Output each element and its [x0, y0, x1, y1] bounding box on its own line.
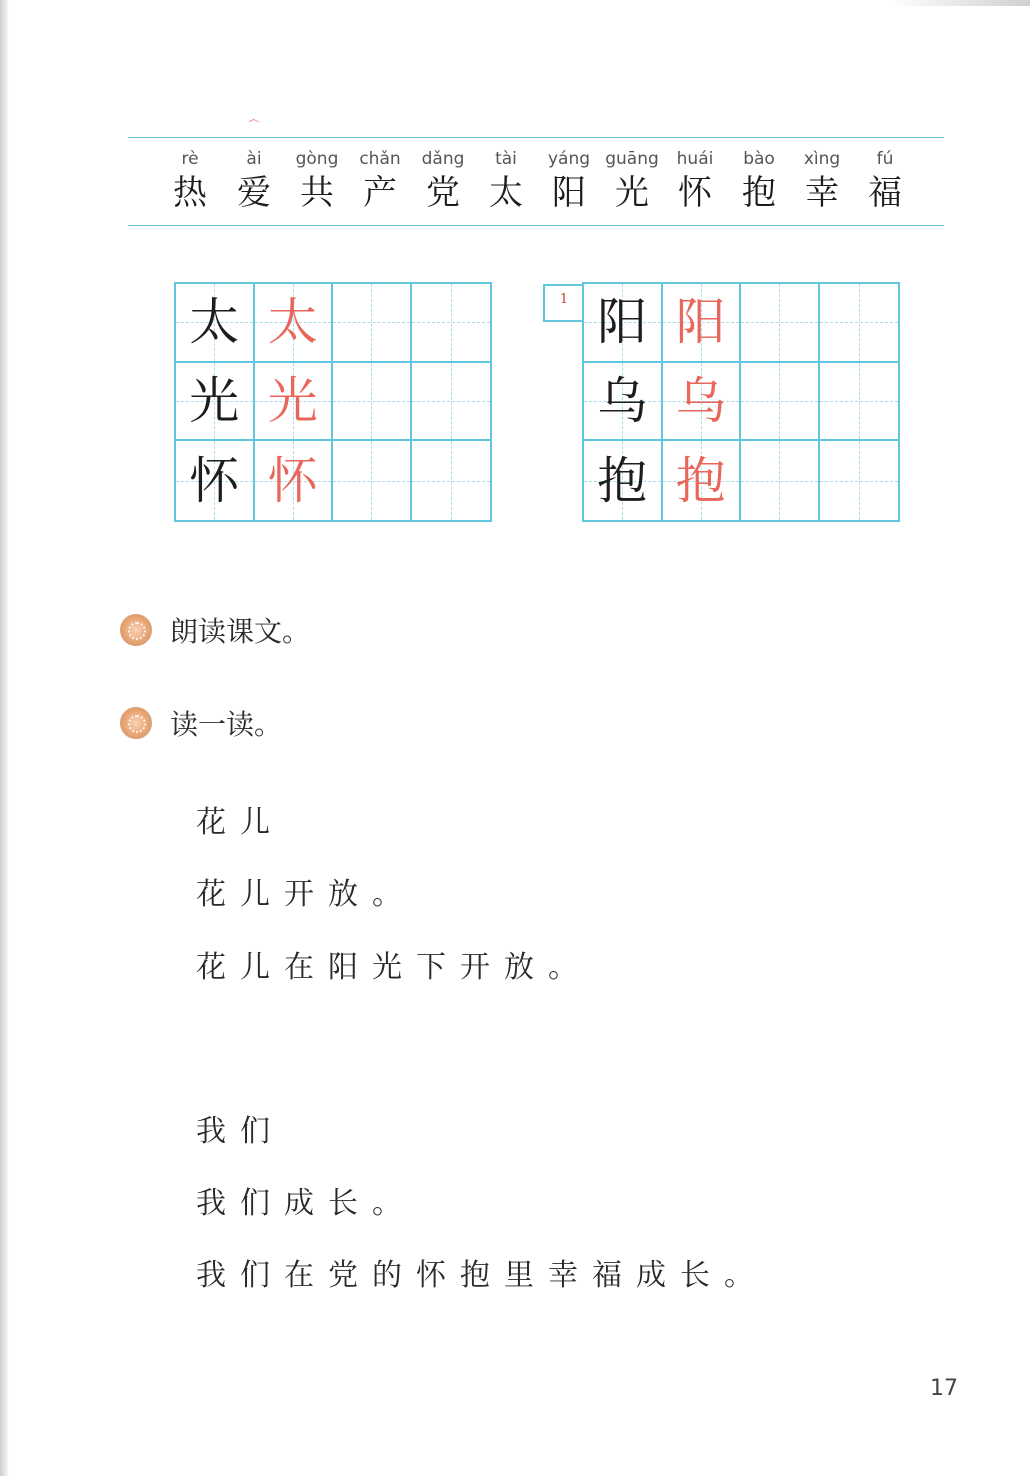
vocab-pinyin: gòng [295, 149, 339, 169]
vocab-pinyin: bào [743, 149, 775, 169]
vocab-item [727, 146, 791, 214]
grid-cell [176, 284, 255, 363]
vocab-item [285, 146, 349, 214]
trace-character: 太 [267, 293, 318, 352]
section-read-aloud [120, 610, 310, 650]
practice-cell[interactable] [333, 441, 412, 520]
page-edge [0, 0, 9, 1476]
practice-cell[interactable] [741, 363, 820, 442]
vocab-item [537, 146, 601, 214]
vocab-hanzi: 光 [615, 173, 649, 213]
vocab-pinyin: dǎng [421, 149, 465, 169]
practice-cell[interactable] [333, 284, 412, 363]
section-title: 读一读。 [170, 708, 283, 741]
vocab-item [790, 146, 854, 214]
practice-cell[interactable] [412, 441, 491, 520]
practice-cell[interactable] [820, 284, 899, 363]
grid-cell [255, 284, 334, 363]
vocab-item [474, 146, 538, 214]
vocab-item [663, 146, 727, 214]
practice-cell[interactable] [412, 363, 491, 442]
model-character: 太 [189, 293, 240, 352]
model-character: 抱 [597, 451, 648, 510]
vocab-pinyin: rè [181, 149, 199, 169]
reading-line: 我们在党的怀抱里幸福成长。 [196, 1258, 768, 1293]
vocab-item [411, 146, 475, 214]
vocab-hanzi: 福 [868, 173, 902, 213]
page-edge-top [890, 0, 1030, 6]
vocab-item [222, 146, 286, 214]
page-number: 17 [930, 1376, 958, 1401]
vocab-row [156, 146, 916, 216]
grid-cell [584, 441, 663, 520]
practice-cell[interactable] [741, 284, 820, 363]
vocab-hanzi: 爱 [237, 173, 271, 213]
vocab-pinyin: guāng [605, 149, 659, 169]
vocab-hanzi: 产 [363, 173, 397, 213]
practice-cell[interactable] [820, 441, 899, 520]
vocab-pinyin: tài [495, 149, 517, 169]
section-read [120, 703, 282, 743]
grid-cell [176, 441, 255, 520]
vocab-hanzi: 党 [426, 173, 460, 213]
trace-character: 乌 [675, 371, 726, 430]
vocab-pinyin: huái [676, 149, 714, 169]
vocab-item [158, 146, 222, 214]
vocab-hanzi: 共 [300, 173, 334, 213]
trace-character: 光 [267, 371, 318, 430]
trace-character: 怀 [267, 451, 318, 510]
writing-grid-left [174, 282, 492, 522]
grid-cell [663, 284, 742, 363]
vocab-hanzi: 太 [489, 173, 523, 213]
vocab-pinyin: fú [876, 149, 894, 169]
reading-line: 我们 [196, 1114, 284, 1149]
vocab-bottom-rule [128, 225, 944, 226]
vocab-hanzi: 热 [173, 173, 207, 213]
trace-character: 阳 [675, 293, 726, 352]
vocab-pinyin: xìng [803, 149, 841, 169]
vocab-pinyin: ài [246, 149, 262, 169]
vocab-hanzi: 阳 [552, 173, 586, 213]
section-title: 朗读课文。 [170, 615, 311, 648]
grid-cell [584, 363, 663, 442]
grid-cell [255, 363, 334, 442]
reading-line: 我们成长。 [196, 1186, 416, 1221]
model-character: 光 [189, 371, 240, 430]
seal-icon [120, 707, 152, 739]
reading-line: 花儿开放。 [196, 877, 416, 912]
grid-cell [176, 363, 255, 442]
writing-grid-right [582, 282, 900, 522]
grid-cell [663, 441, 742, 520]
reading-line: 花儿在阳光下开放。 [196, 950, 592, 985]
vocab-pinyin: chǎn [359, 149, 401, 169]
grid-cell [584, 284, 663, 363]
grid-cell [663, 363, 742, 442]
practice-cell[interactable] [412, 284, 491, 363]
vocab-top-rule [128, 137, 944, 138]
vocab-item [600, 146, 664, 214]
practice-cell[interactable] [741, 441, 820, 520]
vocab-item [853, 146, 917, 214]
vocab-pinyin: yáng [547, 149, 591, 169]
practice-cell[interactable] [820, 363, 899, 442]
seal-icon [120, 614, 152, 646]
model-character: 阳 [597, 293, 648, 352]
header-mark: ෴ [248, 112, 260, 126]
vocab-hanzi: 怀 [678, 173, 712, 213]
vocab-hanzi: 幸 [805, 173, 839, 213]
trace-character: 抱 [675, 451, 726, 510]
practice-cell[interactable] [333, 363, 412, 442]
reading-line: 花儿 [196, 805, 284, 840]
stroke-note: 1 [543, 284, 583, 322]
model-character: 怀 [189, 451, 240, 510]
vocab-hanzi: 抱 [742, 173, 776, 213]
grid-cell [255, 441, 334, 520]
vocab-item [348, 146, 412, 214]
model-character: 乌 [597, 371, 648, 430]
